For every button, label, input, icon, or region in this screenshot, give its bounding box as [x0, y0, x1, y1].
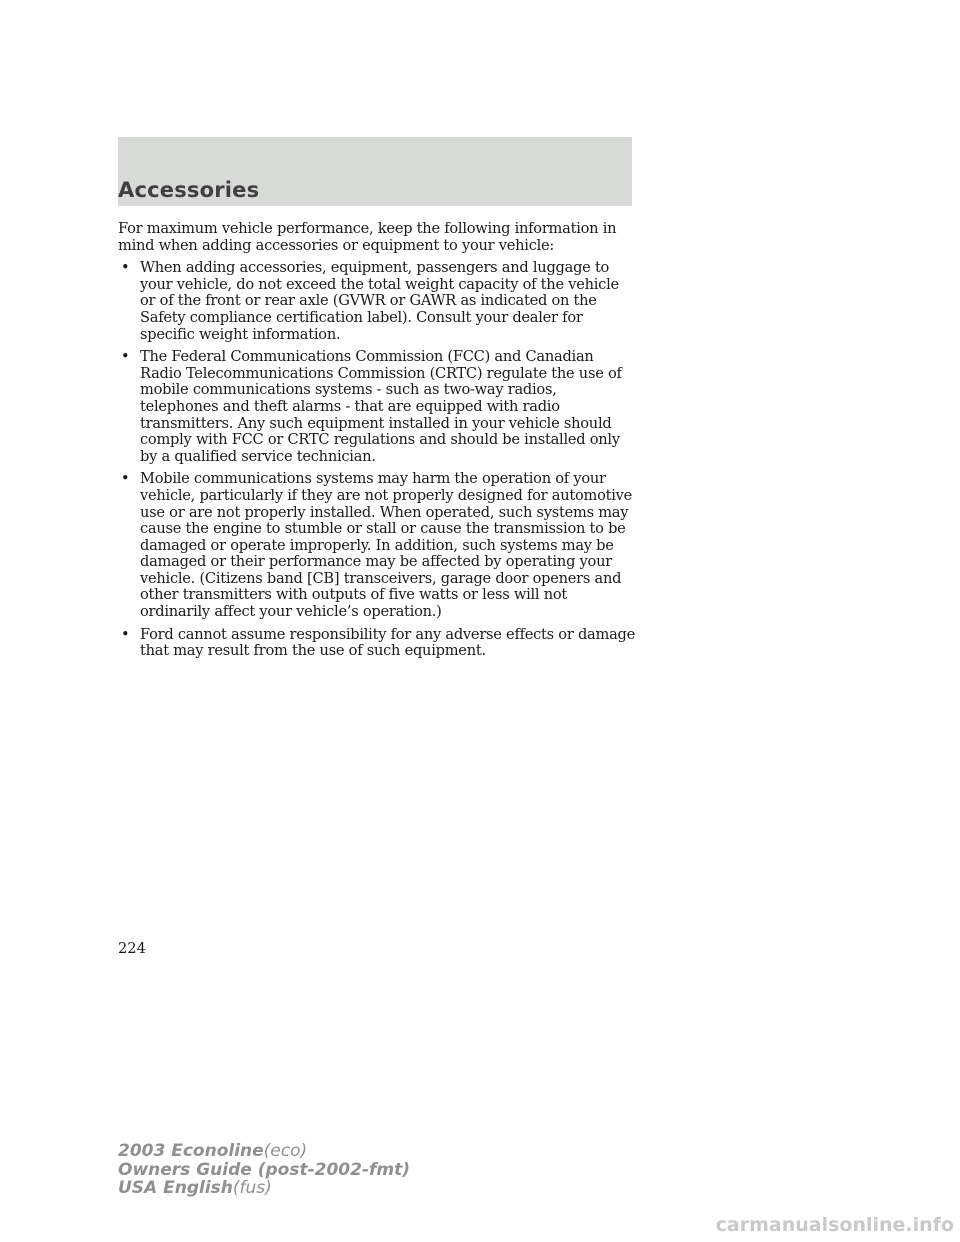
footer-model-code: (eco)	[263, 1141, 308, 1161]
bullet-icon: •	[121, 470, 130, 488]
bullet-text: Ford cannot assume responsibility for any adverse effects or damage that may result from the use of such equipment.	[140, 625, 636, 660]
bullet-icon: •	[121, 348, 130, 366]
intro-paragraph: For maximum vehicle performance, keep the following information in mind when adding accessories or equipment to your vehicle:	[118, 220, 617, 254]
bullet-text: The Federal Communications Commission (FCC) and Canadian Radio Telecommunications Commission (CRTC) regulate the use of mobile communications systems - such as two-way radios, telephones and theft alarms - that are equipped with radio transmitters. Any such equipment installed in your vehicle should comply with FCC or CRTC regulations and should be installed only by a qualified service technician.	[140, 348, 622, 465]
body-text	[118, 221, 638, 666]
bullet-item	[118, 471, 638, 620]
bullet-text: When adding accessories, equipment, passengers and luggage to your vehicle, do not exceed the total weight capacity of the vehicle or of the front or rear axle (GVWR or GAWR as indicated on the Safety compliance certification label). Consult your dealer for specific weight information.	[140, 259, 619, 343]
footer-language-line	[118, 1179, 410, 1198]
footer-guide: Owners Guide (post-2002-fmt)	[118, 1159, 411, 1180]
footer-model-line	[118, 1142, 410, 1161]
bullet-item	[118, 260, 638, 343]
bullet-icon: •	[121, 259, 130, 277]
bullet-icon: •	[121, 625, 130, 643]
bullet-item	[118, 627, 638, 660]
watermark-logo: carmanualsonline.info	[715, 1214, 954, 1236]
document-footer	[118, 1142, 410, 1198]
footer-language-code: (fus)	[232, 1178, 272, 1198]
footer-language: USA English	[118, 1178, 233, 1198]
bullet-list	[118, 260, 638, 660]
bullet-item	[118, 349, 638, 465]
bullet-text: Mobile communications systems may harm the operation of your vehicle, particularly if they are not properly designed for automotive use or are not properly installed. When operated, such systems may cause the engine to stumble or stall or cause the transmission to be damaged or operate improperly. In addition, such systems may be damaged or their performance may be affected by operating your vehicle. (Citizens band [CB] transceivers, garage door openers and other transmitters with outputs of five watts or less will not ordinarily affect your vehicle’s operation.)	[140, 470, 633, 621]
section-title: Accessories	[118, 178, 260, 202]
footer-model: 2003 Econoline	[118, 1141, 264, 1161]
page-number: 224	[118, 940, 146, 957]
